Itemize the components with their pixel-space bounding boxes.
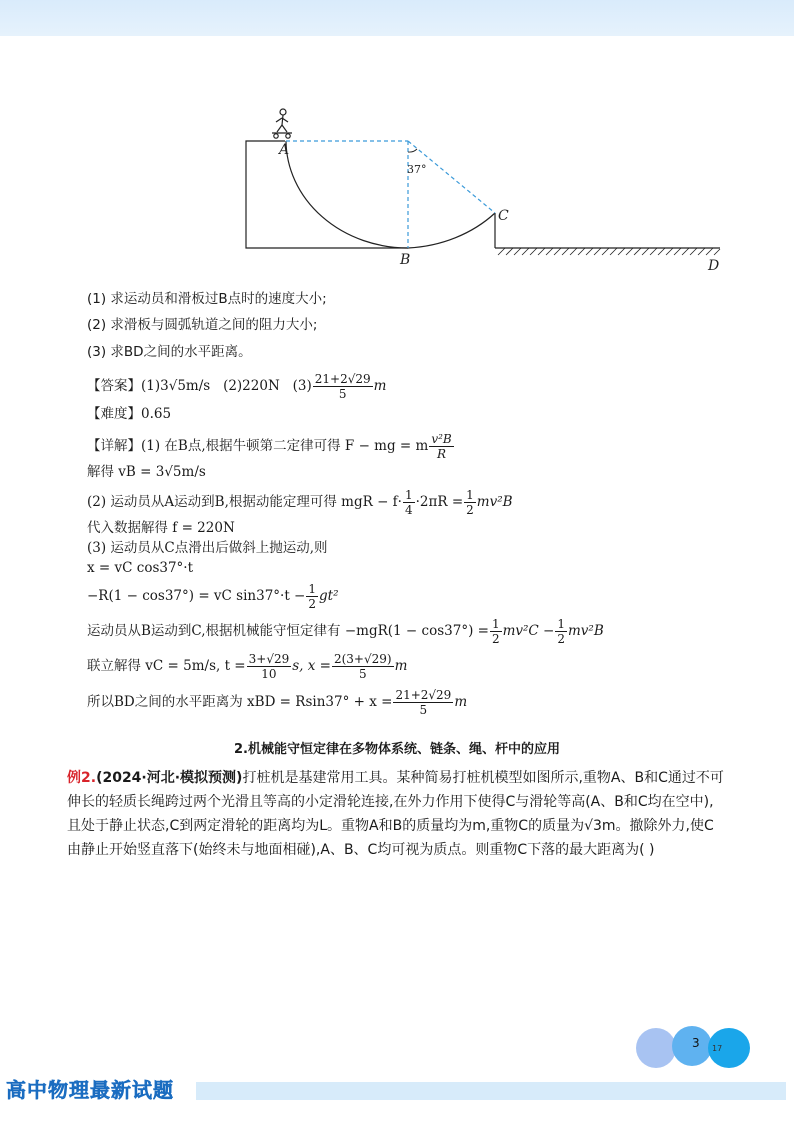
projectile-end: gt² xyxy=(319,588,339,604)
section-title: 2.机械能守恒定律在多物体系统、链条、绳、杆中的应用 xyxy=(234,742,560,757)
question-2: (2) 求滑板与圆弧轨道之间的阻力大小; xyxy=(87,317,318,333)
answer-label: 【答案】 xyxy=(87,378,141,394)
energy-end: mv²B xyxy=(476,494,513,510)
newton-equation: (1) 在B点,根据牛顿第二定律可得 F − mg = m xyxy=(141,438,429,454)
label-c: C xyxy=(498,208,509,224)
fraction-half-2: $\frac{1}{2}$ xyxy=(308,582,317,611)
conservation-mid: mv²C − xyxy=(502,623,555,639)
explanation-line-8 xyxy=(87,617,604,646)
answer-3-unit: m xyxy=(373,378,387,394)
explanation-line-1 xyxy=(87,432,455,461)
track-diagram xyxy=(230,100,730,280)
footer-band xyxy=(196,1082,786,1100)
explanation-line-7 xyxy=(87,582,339,611)
explanation-line-10 xyxy=(87,688,467,717)
newton-fraction: $\frac{\text{v²B}}{R}$ xyxy=(431,432,452,461)
fraction-distance: $\frac{21+2√29}{5}$ xyxy=(395,688,452,717)
difficulty-label: 【难度】 xyxy=(87,406,141,422)
example-2 xyxy=(67,766,727,862)
explanation-line-6: x = vC cos37°·t xyxy=(87,560,194,576)
explanation-line-4: 代入数据解得 f = 220N xyxy=(87,520,235,536)
label-a: A xyxy=(279,142,290,158)
difficulty-line xyxy=(87,404,171,424)
distance-end: m xyxy=(454,694,468,710)
answer-3-prefix: (3) xyxy=(292,378,312,394)
fraction-half-3: $\frac{1}{2}$ xyxy=(491,617,500,646)
solve-eq: 联立解得 vC = 5m/s, t = xyxy=(87,658,246,674)
fraction-t: $\frac{3+√29}{10}$ xyxy=(248,652,290,681)
fraction-x: $\frac{2(3+√29)}{5}$ xyxy=(333,652,392,681)
page-indicator xyxy=(636,1026,756,1070)
angle-arc xyxy=(408,149,417,152)
explanation-line-9 xyxy=(87,652,407,681)
skater-icon xyxy=(272,109,292,138)
brand-logo-text: 高中物理最新试题 xyxy=(6,1078,174,1102)
page-number: 3 xyxy=(692,1036,700,1050)
fraction-quarter: $\frac{1}{4}$ xyxy=(404,488,413,517)
page-total: 17 xyxy=(712,1044,723,1053)
answer-line xyxy=(87,372,386,401)
explanation-line-2: 解得 vB = 3√5m/s xyxy=(87,464,206,480)
answer-2: (2)220N xyxy=(223,378,280,394)
question-3: (3) 求BD之间的水平距离。 xyxy=(87,344,252,360)
header-band xyxy=(0,0,794,36)
question-1: (1) 求运动员和滑板过B点时的速度大小; xyxy=(87,291,327,307)
fraction-half: $\frac{1}{2}$ xyxy=(466,488,474,517)
difficulty-value: 0.65 xyxy=(141,406,172,422)
conservation-end: mv²B xyxy=(568,623,604,639)
angle-label: 37° xyxy=(407,163,427,176)
example-text: 打桩机是基建常用工具。某种简易打桩机模型如图所示,重物A、B和C通过不可伸长的轻质长绳跨过两个光滑且等高的小定滑轮连接,在外力作用下使得C与滑轮等高(A、B和C均在空中),且处于静止状态,C到两定滑轮的距离均为L。重物A和B的质量均为m,重物C的质量为√3m。撤除外力,使C由静止开始竖直落下(始终未与地面相碰),A、B、C均可视为质点。则重物C下落的最大距离为( ) xyxy=(67,770,724,858)
label-b: B xyxy=(400,252,411,268)
solve-mid: s, x = xyxy=(292,658,331,674)
platform-outline xyxy=(246,141,408,248)
badge-circle-1 xyxy=(636,1028,676,1068)
example-label: 例2. xyxy=(67,770,97,786)
projectile-eq: −R(1 − cos37°) = vC sin37°·t − xyxy=(87,588,306,604)
dashed-radius xyxy=(408,141,495,213)
example-source: (2024·河北·模拟预测) xyxy=(96,770,243,786)
fraction-half-4: $\frac{1}{2}$ xyxy=(557,617,565,646)
explanation-line-5: (3) 运动员从C点滑出后做斜上抛运动,则 xyxy=(87,540,328,556)
energy-theorem: (2) 运动员从A运动到B,根据动能定理可得 mgR − f· xyxy=(87,494,402,510)
ground-hatch xyxy=(498,248,720,255)
explanation-line-3 xyxy=(87,488,513,517)
answer-1: (1)3√5m/s xyxy=(141,378,211,394)
solve-end: m xyxy=(394,658,408,674)
conservation-eq: 运动员从B运动到C,根据机械能守恒定律有 −mgR(1 − cos37°) = xyxy=(87,623,489,639)
circular-track xyxy=(286,141,495,248)
distance-eq: 所以BD之间的水平距离为 xBD = Rsin37° + x = xyxy=(87,694,393,710)
answer-3-fraction: $\frac{21+2√29}{5}$ xyxy=(314,372,371,401)
explanation-label: 【详解】 xyxy=(87,438,141,454)
energy-mid: ·2πR = xyxy=(415,494,464,510)
label-d: D xyxy=(708,258,720,274)
